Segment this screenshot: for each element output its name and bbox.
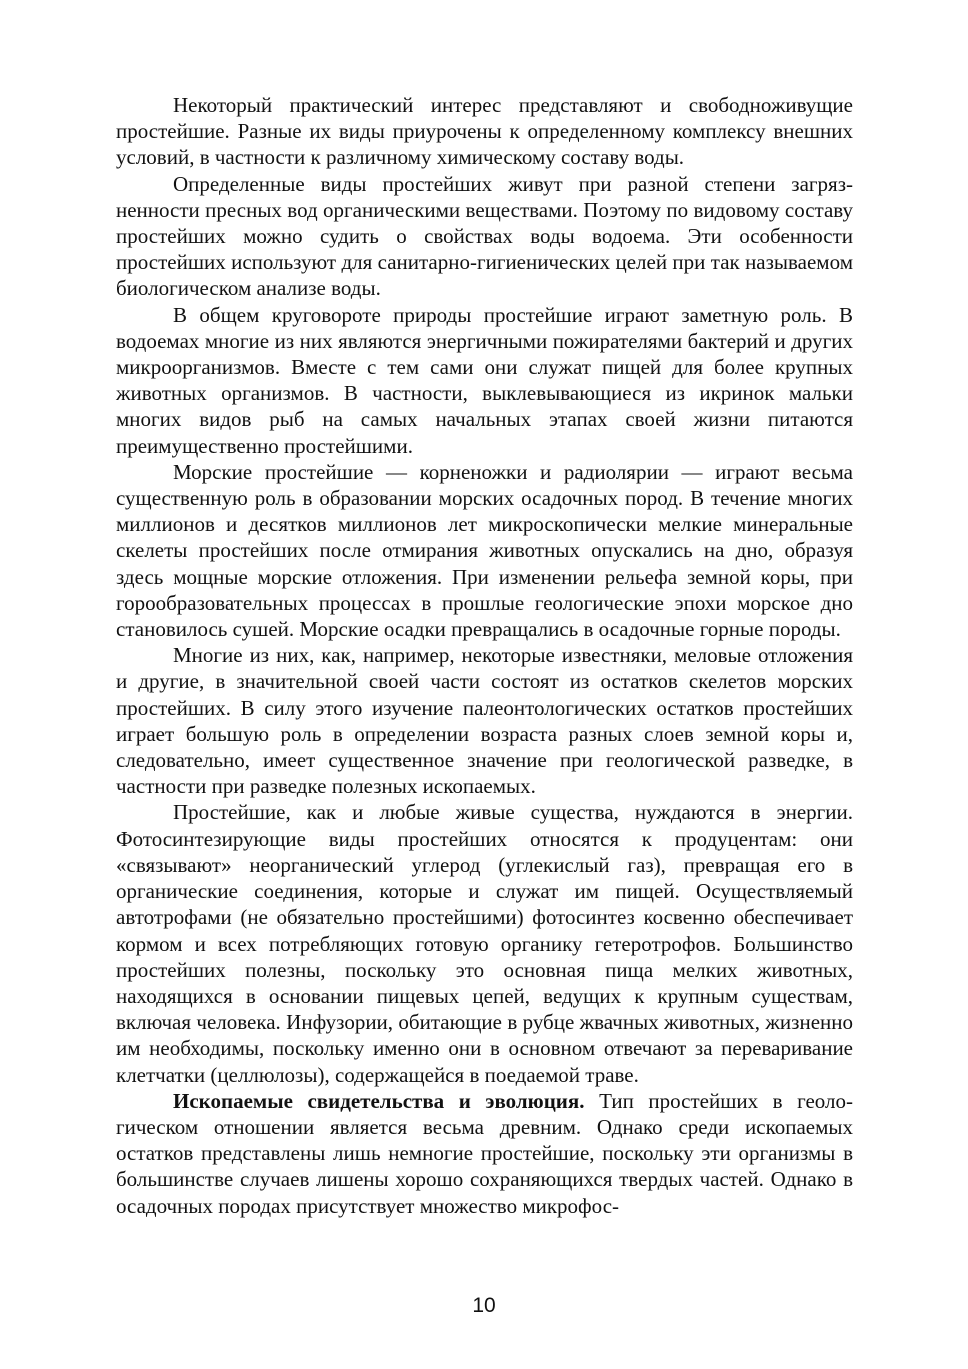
- paragraph-text: Многие из них, как, например, некоторые известняки, меловые отложения и другие, в значительной своей части состоят из остатков скелетов морских простейших. В силу этого изучение палеонтологических остатков простейших играет большую роль в определении возраста разных слоев земной коры и, следовательно, имеет существенное значение при геологической разведке, в частности при разведке полезных ископаемых.: [116, 643, 853, 799]
- paragraph-2: [116, 171, 853, 302]
- paragraph-text: Определенные виды простейших живут при разной степени загрязненности пресных вод органическими веществами. Поэтому по видовому составу простейших можно судить о свойствах воды водоема. Эти особенности простейших используют для санитарно-гигиенических целей при так называемом биологическом анализе воды.: [116, 171, 853, 301]
- paragraph-text: Простейшие, как и любые живые существа, нуждаются в энергии. Фотосинтезирующие виды простейших относятся к продуцентам: они «связывают» неорганический углерод (углекислый газ), превращая его в органические соединения, которые и служат им пищей. Осуществляемый автотрофами (не обязательно простейшими) фотосинтез косвенно обеспечивает кормом и всех потребляющих готовую органику гетеротрофов. Большинство простейших полезны, поскольку это основная пища мелких животных, находящихся в основании пищевых цепей, ведущих к крупным существам, включая человека. Инфузории, обитающие в рубце жвачных животных, жизненно им необходимы, поскольку именно они в основном отвечают за переваривание клетчатки (целлюлозы), содержащейся в поедаемой траве.: [116, 800, 853, 1087]
- paragraph-4: [116, 459, 853, 642]
- paragraph-text: Морские простейшие — корненожки и радиолярии — играют весьма существенную роль в образовании морских осадочных пород. В течение многих миллионов и десятков миллионов лет микроскопически мелкие минеральные скелеты простейших после отмирания животных опускались на дно, образуя здесь мощные морские отложения. При изменении рельефа земной коры, при горообразовательных процессах в прошлые геологические эпохи морское дно становилось сушей. Морские осадки превращались в осадочные горные породы.: [116, 459, 853, 642]
- page-body: [116, 92, 853, 1219]
- paragraph-text: Некоторый практический интерес представляют и свободноживущие простейшие. Разные их виды приурочены к определенному комплексу внешних условий, в частности к различному химическому составу воды.: [116, 93, 853, 170]
- paragraph-5: [116, 642, 853, 799]
- section-lead-heading: Ископаемые свидетельства и эволюция.: [173, 1088, 585, 1113]
- paragraph-text: Тип простейших в геологическом отношении является весьма древним. Однако среди ископаемых остатков представлены лишь немногие простейшие, поскольку эти организмы в большинстве случаев лишены хорошо сохраняющихся твердых частей. Однако в осадочных породах присутствует множество микрофос-: [116, 1088, 853, 1218]
- paragraph-1: [116, 92, 853, 171]
- paragraph-6: [116, 799, 853, 1087]
- paragraph-7: [116, 1088, 853, 1219]
- paragraph-text: В общем круговороте природы простейшие играют заметную роль. В водоемах многие из них являются энергичными пожирателями бактерий и других микроорганизмов. Вместе с тем сами они служат пищей для более крупных животных организмов. В частности, выклевывающиеся из икринок мальки многих видов рыб на самых начальных этапах своей жизни питаются преимущественно простейшими.: [116, 302, 853, 458]
- paragraph-3: [116, 302, 853, 459]
- page-number: 10: [472, 1294, 496, 1317]
